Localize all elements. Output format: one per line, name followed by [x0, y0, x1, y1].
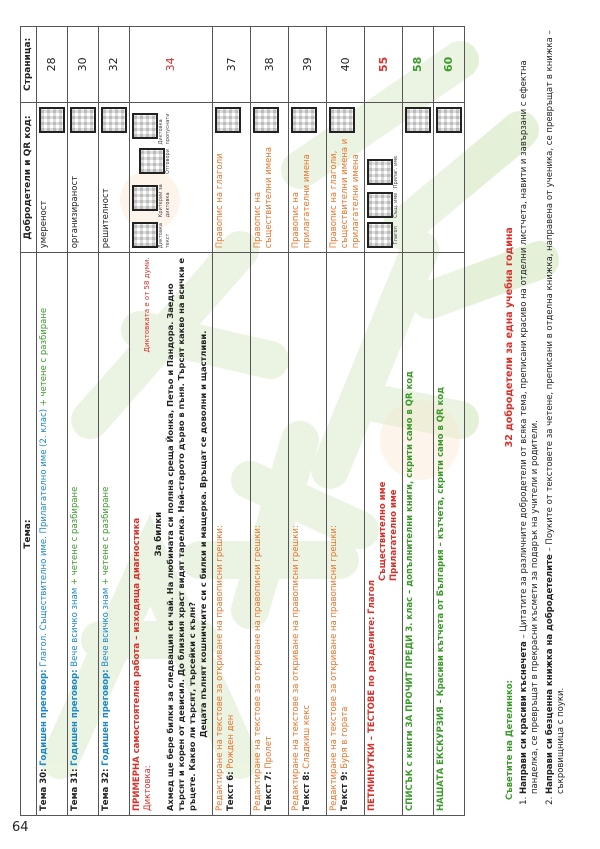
tests-line: Прилагателно име [388, 489, 399, 581]
table-row [99, 27, 130, 816]
topic-cell [289, 253, 327, 816]
topic-extra: + четене с разбиране [70, 486, 81, 586]
topic-label: Годишен преговор: [39, 669, 50, 766]
topic-text: Вече всичко знам [70, 587, 81, 667]
table-row [130, 27, 213, 816]
virtue-cell [37, 102, 68, 253]
editing-title: Редактиране на текстове за откриване на правописни грешки: [215, 525, 226, 811]
qr-code-icon[interactable] [367, 192, 393, 218]
list-item [519, 26, 542, 794]
topic-extra: + четене с разбиране [39, 307, 50, 407]
topic-cell [365, 253, 403, 816]
dictation-title: ПРИМЕРНА самостоятелна работа – изходяща диагностика [132, 517, 143, 811]
virtue-text: Правопис на прилагателни имена [291, 154, 312, 249]
qr-code-icon[interactable] [139, 149, 165, 175]
virtue-cell [68, 102, 99, 253]
advice-title: Съветите на Детелинко: [505, 680, 515, 800]
advice-list [519, 26, 568, 816]
dictation-text: Ахмед ще бере билки за следващия си чай. На любимата си поляна среща Йонка, Петьо и Пандора. Заедно търсят и корен от девисил. До близкия храст видят тарелка. Най-старото дърво в пъня. Търсят какво на всички е ръцете. Какво ли търсят, търсейки с кълн? [165, 258, 197, 811]
qr-code-icon[interactable] [132, 222, 158, 248]
table-row [68, 27, 99, 816]
virtue-cell [434, 102, 465, 253]
list-item [545, 26, 568, 794]
topic-extra: + четене с разбиране [101, 486, 112, 586]
virtue-cell [327, 102, 365, 253]
text-label: Текст 6: [225, 771, 236, 811]
topic-cell: СПИСЪК с книги ЗА ПРОЧИТ ПРЕДИ 3. клас – допълнителни книги, скрити само в QR код [403, 253, 434, 816]
virtue-cell [365, 102, 403, 253]
qr-label: Диктовка текст [158, 223, 171, 249]
qr-code-icon[interactable] [70, 107, 96, 133]
table-row [365, 27, 403, 816]
topic-text: Вече всичко знам [101, 587, 112, 667]
qr-label: Критерии за диктовка [158, 184, 171, 218]
header-page: Страница: [21, 27, 37, 103]
rotated-content [20, 26, 585, 816]
text-name: Рожден ден [225, 714, 236, 769]
header-topic: Тема: [21, 253, 37, 816]
table-row [289, 27, 327, 816]
page-cell: 39 [289, 27, 327, 103]
qr-group [132, 107, 171, 145]
page-cell: 38 [251, 27, 289, 103]
qr-group [132, 221, 171, 248]
virtue-cell [130, 102, 213, 253]
table-row [213, 27, 251, 816]
qr-code-icon[interactable] [39, 107, 65, 133]
dictation-heading: За билки [153, 511, 164, 557]
advice-headline: 32 добродетели за една учебна година [504, 227, 515, 448]
table-row [403, 27, 434, 816]
qr-code-icon[interactable] [367, 159, 393, 185]
page-number: 64 [12, 820, 29, 835]
page-cell: 32 [99, 27, 130, 103]
topic-cell [251, 253, 289, 816]
virtue-cell [289, 102, 327, 253]
topic-prefix: Тема 32: [101, 768, 112, 811]
table-row [37, 27, 68, 816]
header-virtue: Добродетели и QR код: [21, 102, 37, 253]
editing-title: Редактиране на текстове за откриване на правописни грешки: [253, 525, 264, 811]
virtue-text: Правопис на съществителни имена [253, 146, 274, 249]
qr-label: Глагол [393, 226, 400, 245]
virtue-cell [251, 102, 289, 253]
topic-cell [37, 253, 68, 816]
page-cell: 34 [130, 27, 213, 103]
tests-line: Съществително име [377, 481, 388, 581]
topic-cell [327, 253, 365, 816]
topic-text: Глагол. Съществително име. Прилагателно име (2. клас) [39, 408, 50, 667]
advice-section [504, 26, 571, 816]
table-row [251, 27, 289, 816]
advice-item-title: Направи си безценна книжка на добродетелите [544, 554, 555, 794]
virtue-cell [99, 102, 130, 253]
virtue-text: Правопис на глаголи, съществителни имена и прилагателни имена [329, 138, 361, 249]
text-name: Сладкиш кекс [301, 704, 312, 769]
topic-prefix: Тема 30: [39, 768, 50, 811]
virtue-cell [403, 102, 434, 253]
topic-label: Годишен преговор: [101, 669, 112, 766]
advice-item-title: Направи си красиви къснечета [518, 641, 529, 794]
qr-code-icon[interactable] [253, 107, 279, 133]
qr-group [367, 192, 399, 218]
qr-label: Отговори [164, 149, 171, 174]
text-label: Текст 8: [301, 771, 312, 811]
qr-label: Прилаг. име [393, 155, 400, 189]
qr-code-icon[interactable] [215, 107, 241, 133]
topic-cell [99, 253, 130, 816]
text-label: Текст 7: [263, 771, 274, 811]
page-cell: 60 [434, 27, 465, 103]
page-cell: 58 [403, 27, 434, 103]
tests-title: ПЕТМИНУТКИ – ТЕСТОВЕ по разделите: [367, 616, 378, 811]
qr-code-icon[interactable] [132, 113, 158, 139]
topic-prefix: Тема 31: [70, 768, 81, 811]
dictation-label: Диктовка: [142, 765, 153, 811]
qr-code-icon[interactable] [132, 185, 158, 211]
text-name: Пролет [263, 736, 274, 769]
virtue-text: организираност [70, 175, 81, 249]
qr-group [139, 149, 171, 175]
virtue-text: Правопис на глаголи [215, 153, 226, 249]
virtue-text: умереност [39, 200, 50, 249]
advice-item-text: – Цитатите за различните добродетели от всяка тема, преписани красиво на отделни листчета, навити и завързани с ефектна панделка, се превръщат в прекрасни късмети за подарък на учители и родители. [518, 60, 541, 794]
qr-group [132, 179, 171, 218]
dictation-note: Диктовката е от 58 думи. [142, 257, 151, 353]
page-cell: 28 [37, 27, 68, 103]
table-row [434, 27, 465, 816]
qr-code-icon[interactable] [405, 107, 431, 133]
advice-item-text: – Поуките от текстовете за четене, преписани в отделна книжка, направена от ученика, се превръщат в книжка – съкровищница с поуки. [544, 30, 567, 794]
page-cell: 30 [68, 27, 99, 103]
virtue-text: решителност [101, 188, 112, 249]
qr-label: Диктовка пропуснати [158, 113, 171, 145]
text-name: Буря в гората [339, 706, 350, 769]
topic-cell [68, 253, 99, 816]
topic-cell [130, 253, 213, 816]
qr-code-icon[interactable] [436, 107, 462, 133]
virtue-cell [213, 102, 251, 253]
table-row [327, 27, 365, 816]
topic-cell: НАШАТА ЕКСКУРЗИЯ – Красиви кътчета от България – кътчета, скрити само в QR код [434, 253, 465, 816]
qr-group [367, 222, 399, 248]
qr-label: Същ. име [393, 192, 400, 218]
text-label: Текст 9: [339, 771, 350, 811]
qr-code-icon[interactable] [101, 107, 127, 133]
page-cell: 55 [365, 27, 403, 103]
qr-code-icon[interactable] [329, 107, 355, 133]
editing-title: Редактиране на текстове за откриване на правописни грешки: [291, 525, 302, 811]
topic-label: Годишен преговор: [70, 669, 81, 766]
qr-group [367, 156, 399, 188]
page-cell: 37 [213, 27, 251, 103]
tests-line: Глагол [367, 579, 378, 614]
qr-code-icon[interactable] [291, 107, 317, 133]
qr-code-icon[interactable] [367, 222, 393, 248]
table-header-row [21, 27, 37, 816]
editing-title: Редактиране на текстове за откриване на правописни грешки: [329, 525, 340, 811]
contents-table [20, 26, 465, 816]
page-cell: 40 [327, 27, 365, 103]
dictation-text-end: Децата пълнят кошничките си с билки и мащерка. Връщат се доволни и щастливи. [198, 330, 209, 738]
topic-cell [213, 253, 251, 816]
